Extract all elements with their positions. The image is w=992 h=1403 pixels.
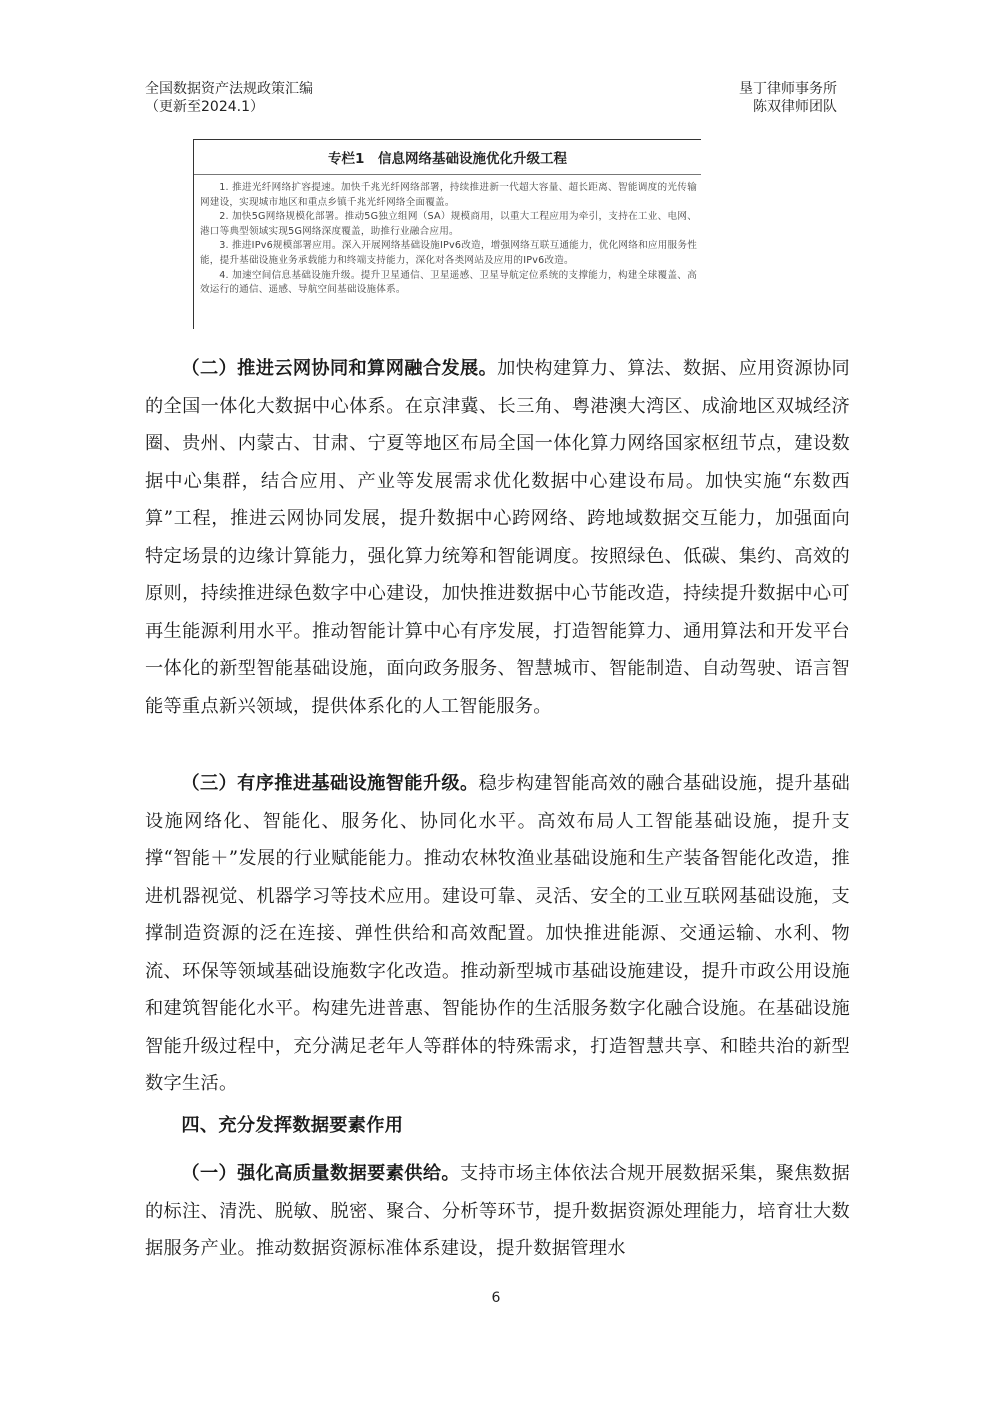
column-box-divider: [194, 174, 701, 175]
header-firm-name: 垦丁律师事务所: [739, 81, 837, 97]
paragraph-text: 支持市场主体依法合规开展数据采集，聚焦数据的标注、清洗、脱敏、脱密、聚合、分析等环节，提升数据资源处理能力，培育壮大数据服务产业。推动数据资源标准体系建设，提升数据管理水: [145, 1163, 850, 1259]
header-collection-title: 全国数据资产法规政策汇编: [145, 81, 313, 97]
paragraph-lead: （一）强化高质量数据要素供给。: [181, 1163, 461, 1184]
column-box-title: 专栏1 信息网络基础设施优化升级工程: [328, 151, 567, 167]
paragraph-data-supply: [145, 1155, 850, 1268]
paragraph-lead: （三）有序推进基础设施智能升级。: [181, 773, 479, 794]
column-box-body: [200, 181, 697, 298]
section-heading: [145, 1107, 850, 1145]
paragraph-infrastructure-upgrade: [145, 765, 850, 1103]
header-right: [739, 80, 837, 116]
column-box-item: 3. 推进IPv6规模部署应用。深入开展网络基础设施IPv6改造，增强网络互联互通能力，优化网络和应用服务性能，提升基础设施业务承载能力和终端支持能力，深化对各类网站及应用的IPv6改造。: [200, 240, 697, 266]
column-box-item: 2. 加快5G网络规模化部署。推动5G独立组网（SA）规模商用，以重大工程应用为牵引，支持在工业、电网、港口等典型领域实现5G网络深度覆盖，助推行业融合应用。: [200, 211, 697, 237]
paragraph-text: 稳步构建智能高效的融合基础设施，提升基础设施网络化、智能化、服务化、协同化水平。高效布局人工智能基础设施，提升支撑“智能＋”发展的行业赋能能力。推动农林牧渔业基础设施和生产装备智能化改造，推进机器视觉、机器学习等技术应用。建设可靠、灵活、安全的工业互联网基础设施，支撑制造资源的泛在连接、弹性供给和高效配置。加快推进能源、交通运输、水利、物流、环保等领域基础设施数字化改造。推动新型城市基础设施建设，提升市政公用设施和建筑智能化水平。构建先进普惠、智能协作的生活服务数字化融合设施。在基础设施智能升级过程中，充分满足老年人等群体的特殊需求，打造智慧共享、和睦共治的新型数字生活。: [145, 773, 850, 1094]
section-heading-text: 四、充分发挥数据要素作用: [181, 1115, 404, 1136]
column-box-item: 1. 推进光纤网络扩容提速。加快千兆光纤网络部署，持续推进新一代超大容量、超长距离、智能调度的光传输网建设，实现城市地区和重点乡镇千兆光纤网络全面覆盖。: [200, 182, 697, 208]
header-update-date: （更新至2024.1）: [145, 99, 264, 115]
paragraph-text: 加快构建算力、算法、数据、应用资源协同的全国一体化大数据中心体系。在京津冀、长三角、粤港澳大湾区、成渝地区双城经济圈、贵州、内蒙古、甘肃、宁夏等地区布局全国一体化算力网络国家枢纽节点，建设数据中心集群，结合应用、产业等发展需求优化数据中心建设布局。加快实施“东数西算”工程，推进云网协同发展，提升数据中心跨网络、跨地域数据交互能力，加强面向特定场景的边缘计算能力，强化算力统筹和智能调度。按照绿色、低碳、集约、高效的原则，持续推进绿色数字中心建设，加快推进数据中心节能改造，持续提升数据中心可再生能源利用水平。推动智能计算中心有序发展，打造智能算力、通用算法和开发平台一体化的新型智能基础设施，面向政务服务、智慧城市、智能制造、自动驾驶、语言智能等重点新兴领域，提供体系化的人工智能服务。: [145, 358, 851, 717]
column-box-item: 4. 加速空间信息基础设施升级。提升卫星通信、卫星遥感、卫星导航定位系统的支撑能力，构建全球覆盖、高效运行的通信、遥感、导航空间基础设施体系。: [200, 269, 697, 296]
column-box: [193, 139, 701, 329]
paragraph-lead: （二）推进云网协同和算网融合发展。: [181, 358, 498, 379]
paragraph-cloud-network: [145, 350, 850, 725]
header-left: [145, 80, 313, 116]
header-team-name: 陈双律师团队: [753, 99, 837, 115]
page-number: 6: [491, 1290, 501, 1306]
